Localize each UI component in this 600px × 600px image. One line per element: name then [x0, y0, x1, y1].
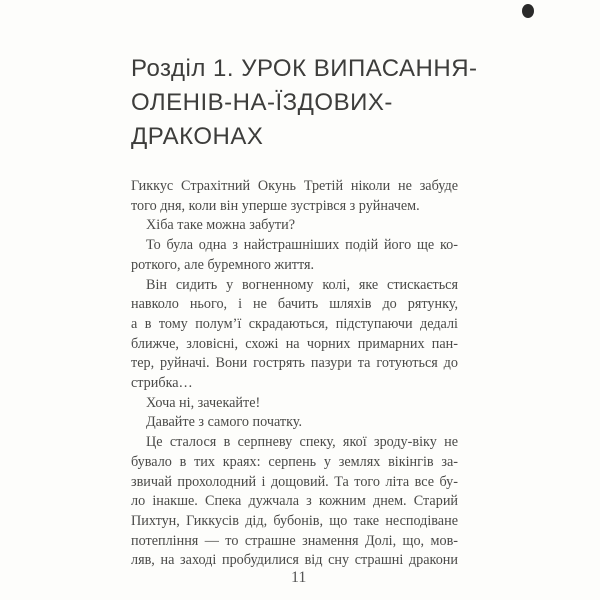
text-line: Він сидить у вогненному колі, яке стискається: [146, 276, 458, 293]
page-number: 11: [291, 569, 307, 586]
text-line: роткого, але буремного життя.: [131, 256, 315, 273]
text-line: Давайте з самого початку.: [146, 414, 303, 431]
chapter-title-line: ДРАКОНАХ: [131, 123, 264, 150]
text-line: Хоча ні, зачекайте!: [146, 394, 261, 411]
text-line: ляв, на заході пробудилися від сну страшні дракони: [131, 552, 458, 569]
text-line: Гиккус Страхітний Окунь Третій ніколи не забуде: [131, 178, 458, 194]
chapter-title-line: Розділ 1. УРОК ВИПАСАННЯ-: [131, 55, 478, 82]
text-line: ло інакше. Спека дужчала з кожним днем. Старий: [131, 493, 458, 510]
body-text: [131, 177, 458, 571]
text-line: То була одна з найстрашніших подій його ще ко-: [146, 237, 458, 254]
chapter-title: [131, 52, 491, 154]
ink-blot: [522, 4, 534, 18]
text-line: потепління — то страшне знамення Долі, що, мов-: [131, 532, 458, 549]
text-line: навколо нього, і не бачить шляхів до рятунку,: [131, 296, 458, 313]
text-line: тер, руйначі. Вони гострять пазури та готуються до: [131, 355, 458, 372]
text-line: звичай прохолодний і дощовий. Та того літа все бу-: [131, 473, 458, 490]
text-line: ближче, зловісні, схожі на чорних примарних пан-: [131, 335, 458, 352]
text-line: стрибка…: [131, 375, 193, 392]
text-line: а в тому полум’ї скрадаються, підступаючи дедалі: [131, 315, 458, 332]
chapter-title-line: ОЛЕНІВ-НА-ЇЗДОВИХ-: [131, 89, 393, 116]
text-line: того дня, коли він уперше зустрівся з руйначем.: [131, 197, 420, 214]
text-line: бувало в тих краях: серпень у землях вікінгів за-: [131, 453, 458, 470]
text-line: Хіба таке можна забути?: [146, 217, 296, 234]
text-line: Пихтун, Гиккусів дід, бубонів, що таке несподіване: [131, 512, 458, 529]
text-line: Це сталося в серпневу спеку, якої зроду-віку не: [146, 434, 458, 451]
